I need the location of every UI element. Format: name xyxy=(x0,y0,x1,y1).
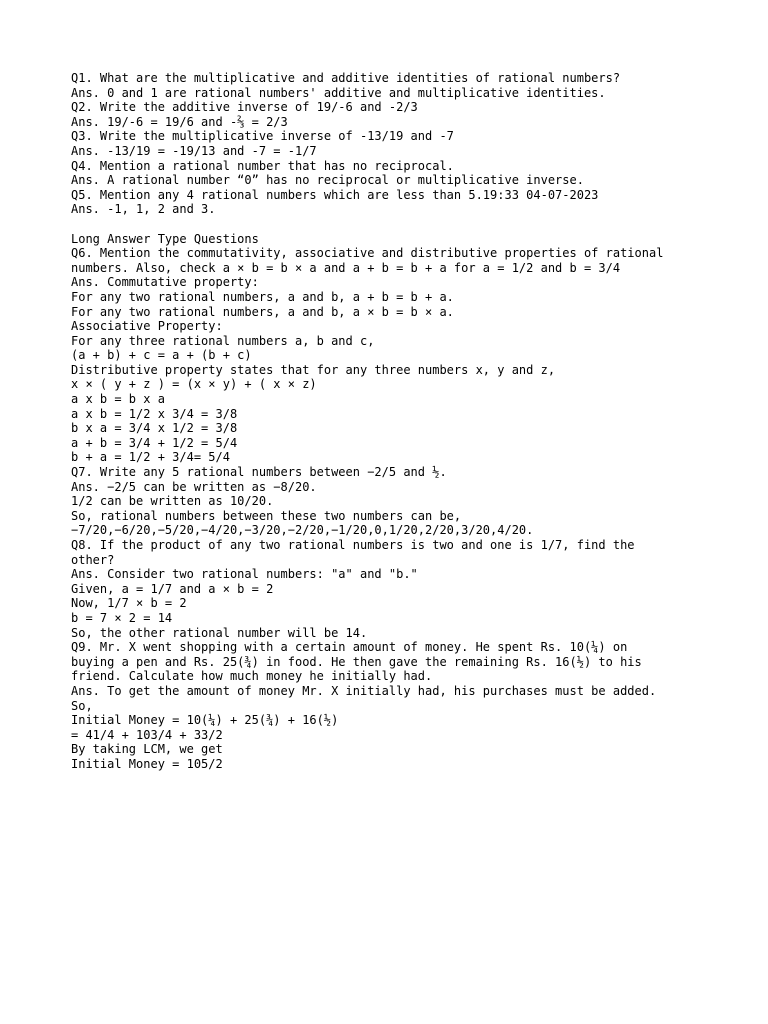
q6-answer-line: b x a = 3/4 x 1/2 = 3/8 xyxy=(71,421,238,436)
section-heading: Long Answer Type Questions xyxy=(71,231,259,246)
q4-answer: Ans. A rational number “0” has no reciprocal or multiplicative inverse. xyxy=(71,173,584,188)
q8-answer-line: Ans. Consider two rational numbers: "a" and "b." xyxy=(71,567,418,582)
q9-question-line-2: buying a pen and Rs. 25(¾) in food. He then gave the remaining Rs. 16(½) to his xyxy=(71,654,642,669)
q8-answer-line: So, the other rational number will be 14. xyxy=(71,625,368,640)
q8-answer-line: b = 7 × 2 = 14 xyxy=(71,610,173,625)
q6-question-line-2: numbers. Also, check a × b = b × a and a + b = b + a for a = 1/2 and b = 3/4 xyxy=(71,260,621,275)
q6-answer-line: b + a = 1/2 + 3/4= 5/4 xyxy=(71,450,230,465)
q9-answer-line: Ans. To get the amount of money Mr. X initially had, his purchases must be added. xyxy=(71,683,657,698)
q5-question: Q5. Mention any 4 rational numbers which are less than 5.19:33 04-07-2023 xyxy=(71,187,599,202)
q6-answer-line: Associative Property: xyxy=(71,319,223,334)
q6-answer-line: Distributive property states that for any three numbers x, y and z, xyxy=(71,362,556,377)
document-body xyxy=(71,71,721,772)
q6-answer-line: a + b = 3/4 + 1/2 = 5/4 xyxy=(71,435,238,450)
q6-answer-line: (a + b) + c = a + (b + c) xyxy=(71,348,252,363)
q8-answer-line: Given, a = 1/7 and a × b = 2 xyxy=(71,581,274,596)
q7-question: Q7. Write any 5 rational numbers between −2/5 and ½. xyxy=(71,465,447,480)
q6-question-line-1: Q6. Mention the commutativity, associative and distributive properties of rational xyxy=(71,246,664,261)
q8-answer-line: Now, 1/7 × b = 2 xyxy=(71,596,187,611)
q6-answer-line: For any three rational numbers a, b and c, xyxy=(71,333,375,348)
q7-answer-line: Ans. −2/5 can be written as −8/20. xyxy=(71,479,317,494)
q6-answer-line: a x b = b x a xyxy=(71,392,165,407)
q5-answer: Ans. -1, 1, 2 and 3. xyxy=(71,202,216,217)
q6-answer-line: x × ( y + z ) = (x × y) + ( x × z) xyxy=(71,377,317,392)
q9-answer-line: Initial Money = 10(¼) + 25(¾) + 16(½) xyxy=(71,713,339,728)
q9-answer-line: = 41/4 + 103/4 + 33/2 xyxy=(71,727,223,742)
q1-question: Q1. What are the multiplicative and additive identities of rational numbers? xyxy=(71,71,621,85)
q9-question-line-1: Q9. Mr. X went shopping with a certain amount of money. He spent Rs. 10(¼) on xyxy=(71,640,628,655)
q8-question-line-2: other? xyxy=(71,552,115,567)
q6-answer-line: For any two rational numbers, a and b, a + b = b + a. xyxy=(71,289,454,304)
q9-answer-line: So, xyxy=(71,698,93,713)
q9-question-line-3: friend. Calculate how much money he initially had. xyxy=(71,669,433,684)
q4-question: Q4. Mention a rational number that has no reciprocal. xyxy=(71,158,454,173)
q6-answer-line: a x b = 1/2 x 3/4 = 3/8 xyxy=(71,406,238,421)
q8-question-line-1: Q8. If the product of any two rational numbers is two and one is 1/7, find the xyxy=(71,538,635,552)
q6-answer-line: Ans. Commutative property: xyxy=(71,275,259,290)
blank-line xyxy=(71,217,721,232)
q9-answer-line: Initial Money = 105/2 xyxy=(71,756,223,771)
q1-answer: Ans. 0 and 1 are rational numbers' additive and multiplicative identities. xyxy=(71,85,606,100)
q7-answer-line: So, rational numbers between these two numbers can be, xyxy=(71,508,462,523)
q7-answer-line: 1/2 can be written as 10/20. xyxy=(71,494,274,509)
q2-question: Q2. Write the additive inverse of 19/-6 and -2/3 xyxy=(71,100,418,115)
q9-answer-line: By taking LCM, we get xyxy=(71,742,223,757)
q7-answer-line: −7/20,−6/20,−5/20,−4/20,−3/20,−2/20,−1/20,0,1/20,2/20,3/20,4/20. xyxy=(71,523,534,538)
q3-question: Q3. Write the multiplicative inverse of -13/19 and -7 xyxy=(71,129,454,144)
q6-answer-line: For any two rational numbers, a and b, a × b = b × a. xyxy=(71,304,454,319)
q3-answer: Ans. -13/19 = -19/13 and -7 = -1/7 xyxy=(71,143,317,158)
q2-answer: Ans. 19/-6 = 19/6 and -⅔ = 2/3 xyxy=(71,114,288,129)
